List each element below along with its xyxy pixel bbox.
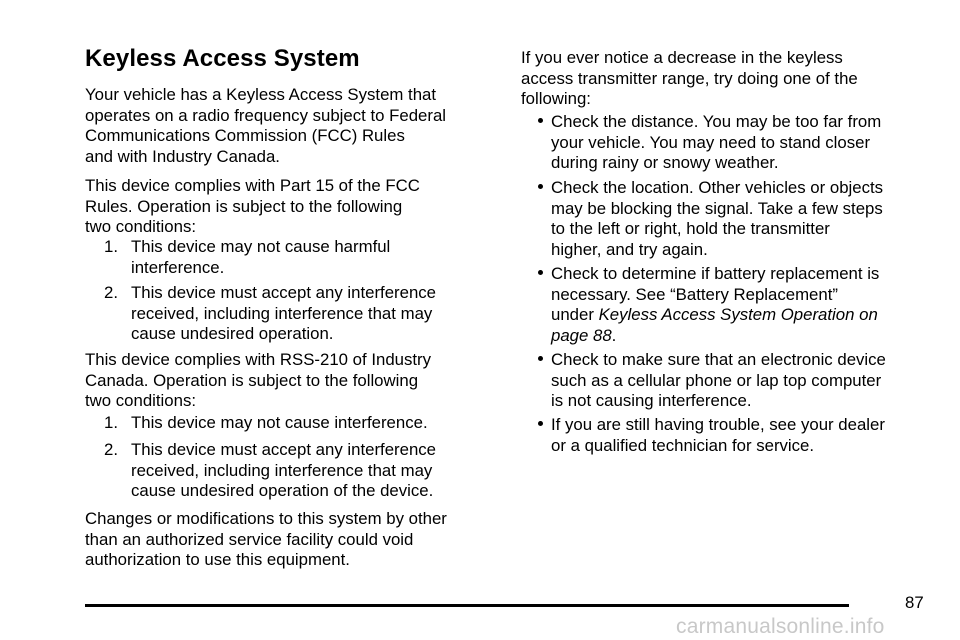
range-intro-paragraph: If you ever notice a decrease in the keyless access transmitter range, try doing one of the following: xyxy=(521,48,858,108)
changes-paragraph: Changes or modifications to this system by other than an authorized service facility could void authorization to use this equipment. xyxy=(85,509,447,569)
page-reference-link[interactable]: Keyless Access System Operation on page 88 xyxy=(551,305,878,345)
list-item-text: This device may not cause harmful interference. xyxy=(131,237,391,277)
bullet-icon xyxy=(538,356,543,361)
fcc-paragraph: This device complies with Part 15 of the FCC Rules. Operation is subject to the following two conditions: xyxy=(85,176,420,236)
list-item-number: 2. xyxy=(104,283,118,302)
bullet-text: Check to make sure that an electronic device such as a cellular phone or lap top computer is not causing interference. xyxy=(551,350,886,410)
bullet-icon xyxy=(538,270,543,275)
list-item-number: 1. xyxy=(104,413,118,432)
list-item-number: 1. xyxy=(104,237,118,256)
rss-paragraph: This device complies with RSS-210 of Industry Canada. Operation is subject to the following two conditions: xyxy=(85,350,432,410)
list-item-text: This device must accept any interference received, including interference that may cause undesired operation. xyxy=(131,283,437,343)
list-item-text: This device must accept any interference received, including interference that may cause undesired operation of the device. xyxy=(131,440,437,500)
list-item-number: 2. xyxy=(104,440,118,459)
bullet-icon xyxy=(538,184,543,189)
bullet-icon xyxy=(538,421,543,426)
intro-paragraph: Your vehicle has a Keyless Access System that operates on a radio frequency subject to Federal Communications Commission (FCC) Rules and with Industry Canada. xyxy=(85,85,447,166)
bullet-text: Check to determine if battery replacement is necessary. See “Battery Replacement” under Keyless Access System Operation on page 88. xyxy=(551,264,880,345)
footer-rule xyxy=(85,604,849,607)
section-title: Keyless Access System xyxy=(85,45,360,72)
bullet-text: If you are still having trouble, see your dealer or a qualified technician for service. xyxy=(551,415,885,455)
bullet-icon xyxy=(538,118,543,123)
bullet-text: Check the distance. You may be too far from your vehicle. You may need to stand closer during rainy or snowy weather. xyxy=(551,112,882,172)
bullet-text: Check the location. Other vehicles or objects may be blocking the signal. Take a few steps to the left or right, hold the transmitter higher, and try again. xyxy=(551,178,884,259)
page-number: 87 xyxy=(905,593,924,612)
watermark: carmanualsonline.info xyxy=(676,615,885,638)
list-item-text: This device may not cause interference. xyxy=(131,413,428,432)
